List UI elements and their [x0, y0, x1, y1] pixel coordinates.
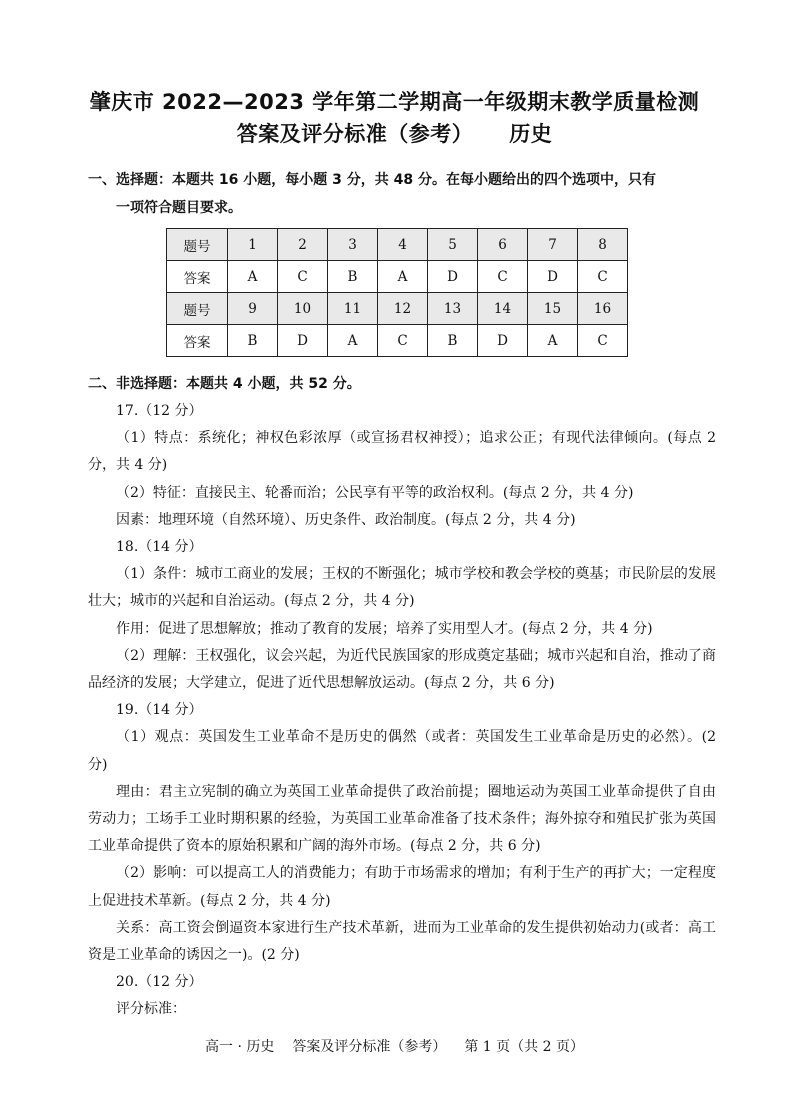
- paragraph-q17: 17.（12 分）: [116, 403, 203, 419]
- table-cell: 14: [478, 293, 528, 325]
- table-cell: B: [228, 325, 278, 357]
- table-row: [167, 229, 628, 261]
- paragraph-q18: 18.（14 分）: [116, 539, 203, 556]
- table-cell: 15: [528, 293, 578, 325]
- title-answer-key: 答案及评分标准（参考）: [236, 122, 474, 146]
- table-cell: D: [528, 261, 578, 293]
- paragraph: （2）特征：直接民主、轮番而治；公民享有平等的政治权利。(每点 2 分，共 4 分): [116, 484, 634, 501]
- table-cell: C: [578, 261, 628, 293]
- paragraph: 因素：地理环境（自然环境）、历史条件、政治制度。(每点 2 分，共 4 分): [116, 511, 576, 528]
- paragraph: 评分标准：: [116, 1001, 186, 1018]
- title-line-1: 肇庆市 2022—2023 学年第二学期高一年级期末教学质量检测: [89, 90, 700, 114]
- title-subject: 历史: [509, 122, 553, 146]
- section1-heading-line2: 一项符合题目要求。: [116, 200, 242, 216]
- paragraph: 作用：促进了思想解放；推动了教育的发展；培养了实用型人才。(每点 2 分，共 4 分): [116, 620, 653, 637]
- paragraph: （1）条件：城市工商业的发展；王权的不断强化；城市学校和教会学校的奠基；市民阶层的发展壮大；城市的兴起和自治运动。(每点 2 分，共 4 分): [88, 566, 716, 610]
- footer-doc-title: 答案及评分标准（参考）: [292, 1039, 447, 1055]
- table-cell: B: [328, 261, 378, 293]
- table-cell: 10: [278, 293, 328, 325]
- paragraph: 关系：高工资会倒逼资本家进行生产技术革新，进而为工业革命的发生提供初始动力(或者：高工资是工业革命的诱因之一)。(2 分): [88, 919, 716, 964]
- table-row: [167, 293, 628, 325]
- table-cell: D: [478, 325, 528, 357]
- paragraph: （2）影响：可以提高工人的消费能力；有助于市场需求的增加；有利于生产的再扩大；一定程度上促进技术革新。(每点 2 分，共 4 分): [88, 865, 716, 909]
- table-cell: 答案: [167, 325, 228, 357]
- table-cell: 题号: [167, 293, 228, 325]
- table-cell: A: [328, 325, 378, 357]
- table-cell: C: [478, 261, 528, 293]
- paragraph: 理由：君主立宪制的确立为英国工业革命提供了政治前提；圈地运动为英国工业革命提供了自由劳动力；工场手工业时期积累的经验，为英国工业革命准备了技术条件；海外掠夺和殖民扩张为英国工业革命提供了资本的原始积累和广阔的海外市场。(每点 2 分，共 6 分): [88, 783, 716, 855]
- paragraph: （2）理解：王权强化，议会兴起，为近代民族国家的形成奠定基础；城市兴起和自治，推动了商品经济的发展；大学建立，促进了近代思想解放运动。(每点 2 分，共 6 分): [88, 647, 716, 692]
- table-cell: 6: [478, 229, 528, 261]
- table-cell: A: [228, 261, 278, 293]
- table-cell: 9: [228, 293, 278, 325]
- paragraph-q20: 20.（12 分）: [116, 974, 203, 991]
- table-cell: C: [378, 325, 428, 357]
- table-cell: 2: [278, 229, 328, 261]
- table-cell: A: [378, 261, 428, 293]
- table-cell: 16: [578, 293, 628, 325]
- table-row: [167, 325, 628, 357]
- table-row: [167, 261, 628, 293]
- table-cell: 12: [378, 293, 428, 325]
- table-cell: C: [578, 325, 628, 357]
- footer-page-number: 第 1 页（共 2 页）: [464, 1039, 584, 1055]
- answer-table: [166, 228, 628, 357]
- table-cell: B: [428, 325, 478, 357]
- table-cell: 7: [528, 229, 578, 261]
- page-footer: [0, 1036, 789, 1056]
- table-cell: D: [278, 325, 328, 357]
- paragraph-q19: 19.（14 分）: [116, 702, 203, 719]
- paragraph: （1）观点：英国发生工业革命不是历史的偶然（或者：英国发生工业革命是历史的必然）。(2 分): [88, 729, 716, 773]
- table-cell: 13: [428, 293, 478, 325]
- table-cell: A: [528, 325, 578, 357]
- answer-body: [88, 398, 716, 1024]
- table-cell: 8: [578, 229, 628, 261]
- section1-heading-line1: 一、选择题：本题共 16 小题，每小题 3 分，共 48 分。在每小题给出的四个选项中，只有: [88, 172, 656, 188]
- table-cell: 11: [328, 293, 378, 325]
- section1-heading: [88, 166, 713, 222]
- table-cell: 1: [228, 229, 278, 261]
- table-cell: C: [278, 261, 328, 293]
- section2-heading: 二、非选择题：本题共 4 小题，共 52 分。: [88, 376, 361, 392]
- table-cell: 5: [428, 229, 478, 261]
- title-line-2: [0, 118, 789, 148]
- table-cell: 题号: [167, 229, 228, 261]
- footer-subject: 高一 · 历史: [205, 1039, 275, 1055]
- table-cell: D: [428, 261, 478, 293]
- table-cell: 3: [328, 229, 378, 261]
- table-cell: 答案: [167, 261, 228, 293]
- paragraph: （1）特点：系统化；神权色彩浓厚（或宣扬君权神授）；追求公正；有现代法律倾向。(每点 2 分，共 4 分): [88, 430, 716, 474]
- table-cell: 4: [378, 229, 428, 261]
